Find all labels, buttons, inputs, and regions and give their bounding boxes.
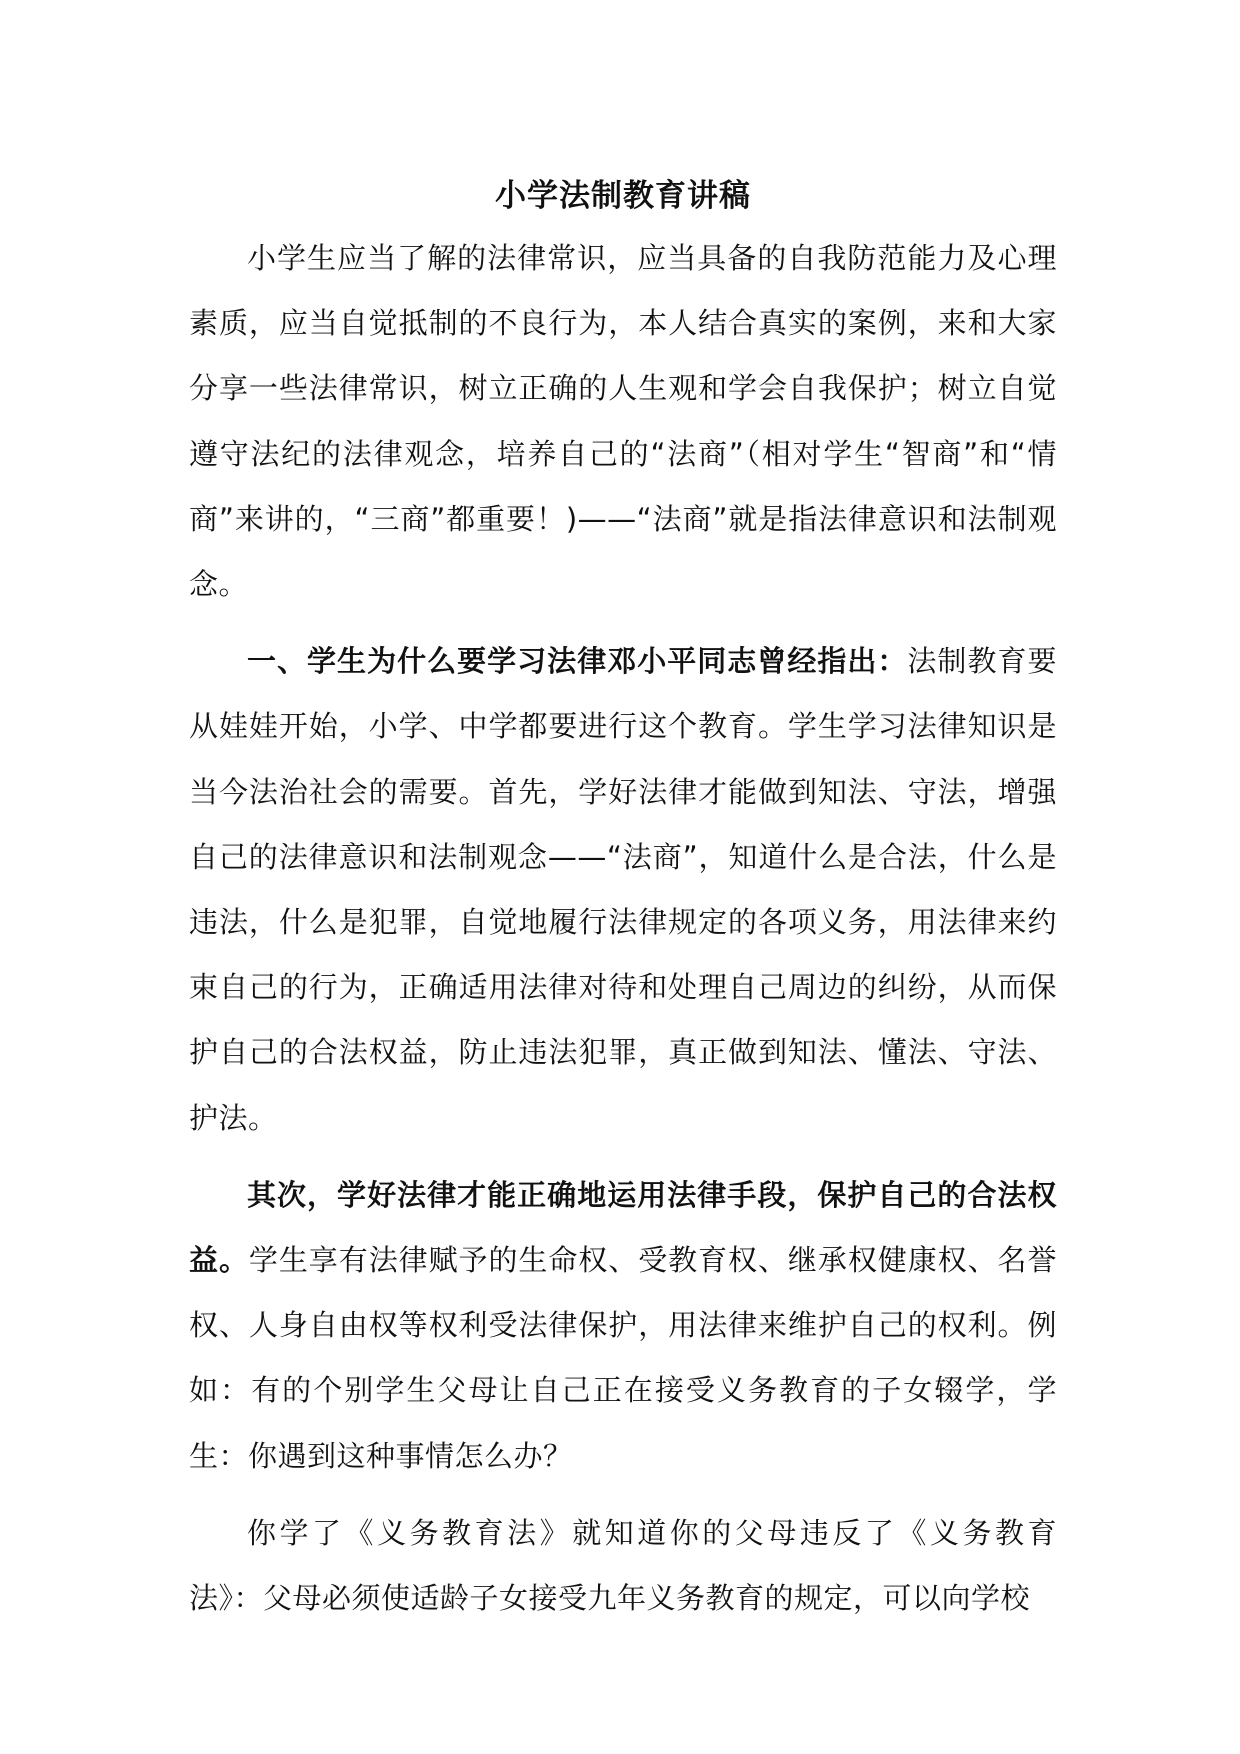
paragraph-compulsory-education xyxy=(189,1501,1057,1631)
paragraph-protect-rights-heading: 其次，学好法律才能正确地运用法律手段，保护自己的合法权益。 xyxy=(189,1177,1057,1278)
paragraph-why-learn-law xyxy=(189,629,1057,1151)
paragraph-intro-text: 小学生应当了解的法律常识，应当具备的自我防范能力及心理素质，应当自觉抵制的不良行为，本人结合真实的案例，来和大家分享一些法律常识，树立正确的人生观和学会自我保护；树立自觉遵守法纪的法律观念，培养自己的“法商”（相对学生“智商”和“情商”来讲的，“三商”都重要！)——“法商”就是指法律意识和法制观念。 xyxy=(189,241,1057,602)
paragraph-protect-rights-text: 学生享有法律赋予的生命权、受教育权、继承权健康权、名誉权、人身自由权等权利受法律保护，用法律来维护自己的权利。例如：有的个别学生父母让自己正在接受义务教育的子女辍学，学生：你遇到这种事情怎么办？ xyxy=(189,1243,1057,1473)
paragraph-protect-rights xyxy=(189,1163,1057,1489)
document-page xyxy=(189,170,1057,1631)
paragraph-compulsory-education-text: 你学了《义务教育法》就知道你的父母违反了《义务教育法》：父母必须使适龄子女接受九年义务教育的规定，可以向学校 xyxy=(189,1515,1057,1616)
paragraph-why-learn-law-text: 法制教育要从娃娃开始，小学、中学都要进行这个教育。学生学习法律知识是当今法治社会的需要。首先，学好法律才能做到知法、守法，增强自己的法律意识和法制观念——“法商”，知道什么是合法，什么是违法，什么是犯罪，自觉地履行法律规定的各项义务，用法律来约束自己的行为，正确适用法律对待和处理自己周边的纠纷，从而保护自己的合法权益，防止违法犯罪，真正做到知法、懂法、守法、护法。 xyxy=(189,644,1057,1135)
paragraph-why-learn-law-heading: 一、学生为什么要学习法律邓小平同志曾经指出： xyxy=(247,644,908,679)
document-title: 小学法制教育讲稿 xyxy=(495,178,751,214)
paragraph-intro xyxy=(189,226,1057,617)
